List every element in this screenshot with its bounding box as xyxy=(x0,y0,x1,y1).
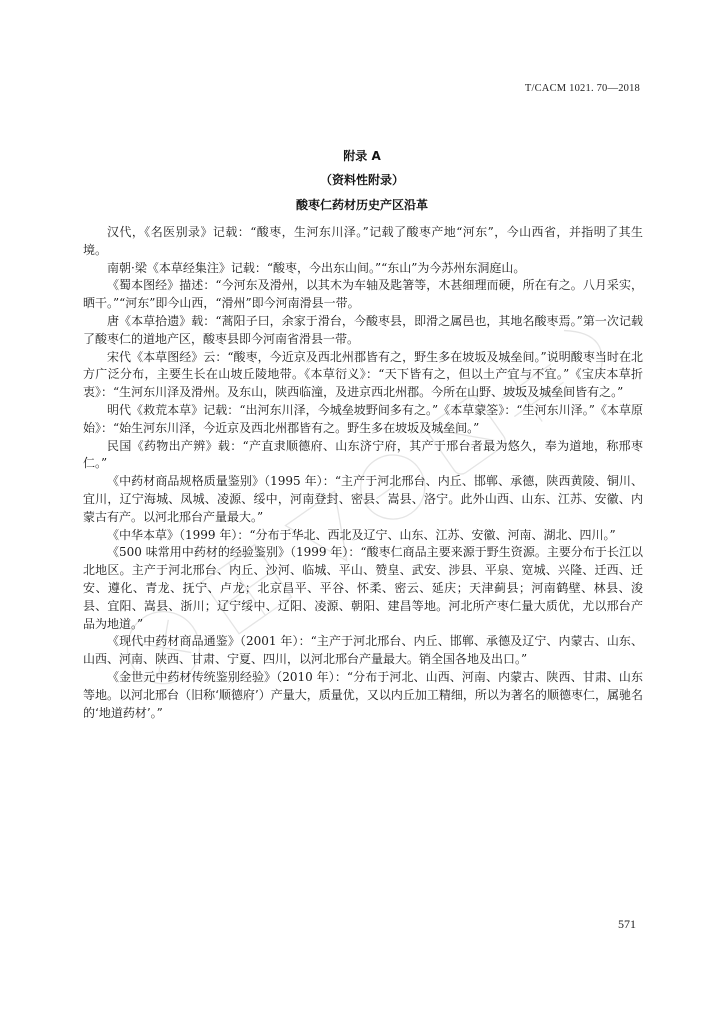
paragraph-jin-shiyuan-2010: 《金世元中药材传统鉴别经验》（2010 年）：“分布于河北、山西、河南、内蒙古、陕西、甘肃、山东等地。以河北邢台（旧称‘顺德府’）产量大，质量优，又以内丘加工精细，所以为著名的顺德枣仁，属驰名的‘地道药材’。” xyxy=(83,669,643,720)
paragraph-song-dynasty: 宋代《本草图经》云：“酸枣，今近京及西北州郡皆有之，野生多在坡坂及城垒间。”说明酸枣当时在北方广泛分布，主要生长在山坡丘陵地带。《本草衍义》：“天下皆有之，但以土产宜与不宜。”《宝庆本草折衷》：“生河东川泽及滑州。及东山，陕西临潼，及进京西北州郡。今所在山野、坡坂及城垒间皆有之。” xyxy=(83,349,643,400)
paragraph-quality-identification-1995: 《中药材商品规格质量鉴别》（1995 年）：“主产于河北邢台、内丘、邯郸、承德，陕西黄陵、铜川、宜川，辽宁海城、凤城、凌源、绥中，河南登封、密县、嵩县、洛宁。此外山西、山东、江苏、安徽、内蒙古有产。以河北邢台产量最大。” xyxy=(83,474,643,524)
paragraph-han-dynasty: 汉代，《名医别录》记载：“酸枣，生河东川泽。”记载了酸枣产地“河东”，今山西省，并指明了其生境。 xyxy=(83,225,643,257)
appendix-title: 酸枣仁药材历史产区沿革 xyxy=(295,198,428,212)
paragraph-modern-herbs-2001: 《现代中药材商品通鉴》（2001 年）：“主产于河北邢台、内丘、邯郸、承德及辽宁、内蒙古、山东、山西、河南、陕西、甘肃、宁夏、四川，以河北邢台产量最大。销全国各地及出口。” xyxy=(83,634,643,667)
paragraph-tang-dynasty: 唐《本草拾遗》载：“蒿阳子曰，余家于滑台，今酸枣县，即滑之属邑也，其地名酸枣焉。”第一次记载了酸枣仁的道地产区，酸枣县即今河南省滑县一带。 xyxy=(83,313,643,346)
standard-code: T/CACM 1021. 70—2018 xyxy=(524,83,640,94)
paragraph-southern-liang: 南朝·梁《本草经集注》记载：“酸枣，今出东山间。”“东山”为今苏州东洞庭山。 xyxy=(107,260,526,275)
paragraph-zhonghua-bencao-1999: 《中华本草》（1999 年）：“分布于华北、西北及辽宁、山东、江苏、安徽、河南、湖北、四川。” xyxy=(107,527,616,542)
paragraph-republic-era: 民国《药物出产辨》载：“产直隶顺德府、山东济宁府，其产于邢台者最为悠久，奉为道地，称邢枣仁。” xyxy=(83,438,643,471)
paragraph-ming-dynasty: 明代《救荒本草》记载：“出河东川泽，今城垒坡野间多有之。”《本草蒙筌》：“生河东川泽。”《本草原始》：“始生河东川泽，今近京及西北州郡皆有之。野生多在坡坂及城垒间。” xyxy=(83,402,643,435)
appendix-label: 附录 A xyxy=(343,149,381,163)
page-number: 571 xyxy=(618,917,636,931)
body-text xyxy=(83,224,643,722)
appendix-type: （资料性附录） xyxy=(319,173,404,187)
paragraph-shu-ben-tu-jing: 《蜀本图经》描述：“今河东及滑州，以其木为车轴及匙箸等，木甚细理而硬，所在有之。八月采实，晒干。”“河东”即今山西，“滑州”即今河南滑县一带。 xyxy=(83,278,643,311)
paragraph-500-herbs-1999: 《500 味常用中药材的经验鉴别》（1999 年）：“酸枣仁商品主要来源于野生资源。主要分布于长江以北地区。主产于河北邢台、内丘、沙河、临城、平山、赞皇、武安、涉县、平泉、宽城、兴隆、迁西、迁安、遵化、青龙、抚宁、卢龙；北京昌平、平谷、怀柔、密云、延庆；天津蓟县；河南鹤壁、林县、浚县、宜阳、嵩县、浙川；辽宁绥中、辽阳、凌源、朝阳、建昌等地。河北所产枣仁量大质优，尤以邢台产品为地道。” xyxy=(83,545,643,631)
